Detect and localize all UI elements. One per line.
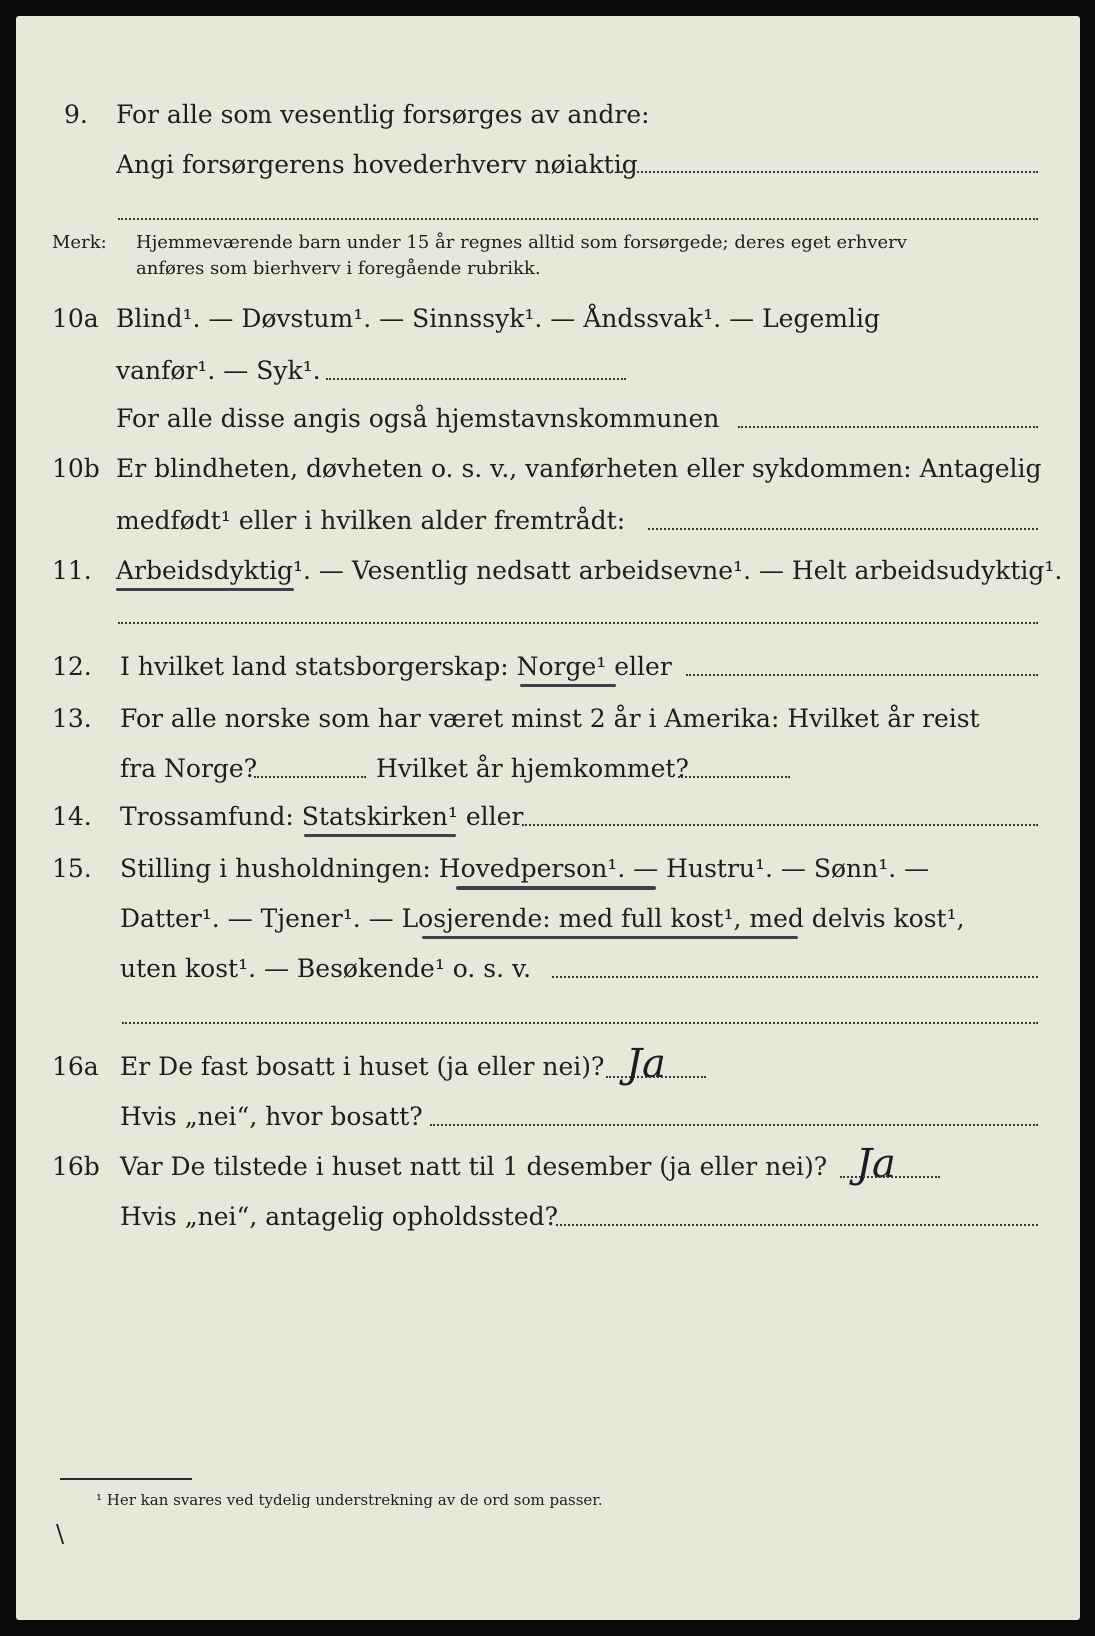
q10b-line2: medfødt¹ eller i hvilken alder fremtrådt:: [116, 506, 626, 535]
item-number-10b: 10b: [52, 454, 100, 483]
q14-answer-line: [522, 824, 1038, 826]
item-number-16b: 16b: [52, 1152, 100, 1181]
q16b-line2: Hvis „nei“, antagelig opholdssted?: [120, 1202, 559, 1231]
merk-line1: Hjemmeværende barn under 15 år regnes alltid som forsørgede; deres eget erhverv: [136, 232, 907, 253]
corner-mark: \: [56, 1520, 65, 1548]
q13-hjem-line: [678, 776, 790, 778]
q9-line2: Angi forsørgerens hovederhverv nøiaktig: [116, 150, 638, 179]
separator-rule: [118, 622, 1038, 624]
footnote-rule: [60, 1478, 192, 1480]
form-page: [16, 16, 1080, 1620]
q12-underline: [520, 684, 616, 687]
q9-answer-line: [618, 171, 1038, 173]
separator-rule: [122, 1022, 1038, 1024]
q9-line1: For alle som vesentlig forsørges av andre:: [116, 100, 650, 129]
q16a-handwritten-answer: Ja: [626, 1041, 666, 1087]
q12-answer-line: [686, 674, 1038, 676]
q15-underline-hovedperson: [456, 886, 656, 890]
q10a-line2: vanfør¹. — Syk¹.: [116, 356, 321, 385]
q13-line2a: fra Norge?: [120, 754, 258, 783]
item-number-12: 12.: [52, 652, 92, 681]
footnote: ¹ Her kan svares ved tydelig understrekning av de ord som passer.: [96, 1491, 603, 1509]
q15-underline-losjerende: [422, 936, 798, 939]
q16a-bosatt-line: [430, 1124, 1038, 1126]
separator-rule: [118, 218, 1038, 220]
item-number-11: 11.: [52, 556, 92, 585]
q13-line2b: Hvilket år hjemkommet?: [376, 754, 689, 783]
q13-line1: For alle norske som har været minst 2 år i Amerika: Hvilket år reist: [120, 704, 980, 733]
q16b-handwritten-answer: Ja: [856, 1141, 896, 1187]
q11-underline: [116, 588, 294, 591]
q13-reist-line: [254, 776, 366, 778]
item-number-10a: 10a: [52, 304, 99, 333]
q10a-line1: Blind¹. — Døvstum¹. — Sinnssyk¹. — Åndssvak¹. — Legemlig: [116, 304, 880, 333]
q16a-answer-line: [606, 1076, 706, 1078]
merk-line2: anføres som bierhverv i foregående rubrikk.: [136, 258, 541, 279]
q16b-opphold-line: [556, 1224, 1038, 1226]
q16a-line2: Hvis „nei“, hvor bosatt?: [120, 1102, 423, 1131]
q16a-line1: Er De fast bosatt i huset (ja eller nei)?: [120, 1052, 605, 1081]
item-number-14: 14.: [52, 802, 92, 831]
q10b-answer-line: [648, 528, 1038, 530]
q10a-line3: For alle disse angis også hjemstavnskommunen: [116, 404, 720, 433]
q14-underline: [304, 834, 456, 837]
q16b-answer-line: [840, 1176, 940, 1178]
q15-answer-line: [552, 976, 1038, 978]
item-number-9: 9.: [64, 100, 88, 129]
q15-line3: uten kost¹. — Besøkende¹ o. s. v.: [120, 954, 532, 983]
q12-line1: I hvilket land statsborgerskap: Norge¹ eller: [120, 652, 672, 681]
merk-label: Merk:: [52, 232, 107, 253]
q10a-answer-line: [326, 378, 626, 380]
item-number-16a: 16a: [52, 1052, 99, 1081]
q16b-line1: Var De tilstede i huset natt til 1 desember (ja eller nei)?: [120, 1152, 828, 1181]
q15-line2: Datter¹. — Tjener¹. — Losjerende: med full kost¹, med delvis kost¹,: [120, 904, 965, 933]
q11-line1: Arbeidsdyktig¹. — Vesentlig nedsatt arbeidsevne¹. — Helt arbeidsudyktig¹.: [116, 556, 1063, 585]
q10b-line1: Er blindheten, døvheten o. s. v., vanførheten eller sykdommen: Antagelig: [116, 454, 1042, 483]
q10a-home-line: [738, 426, 1038, 428]
q14-line1: Trossamfund: Statskirken¹ eller: [120, 802, 524, 831]
q15-line1: Stilling i husholdningen: Hovedperson¹. — Hustru¹. — Sønn¹. —: [120, 854, 930, 883]
item-number-15: 15.: [52, 854, 92, 883]
item-number-13: 13.: [52, 704, 92, 733]
